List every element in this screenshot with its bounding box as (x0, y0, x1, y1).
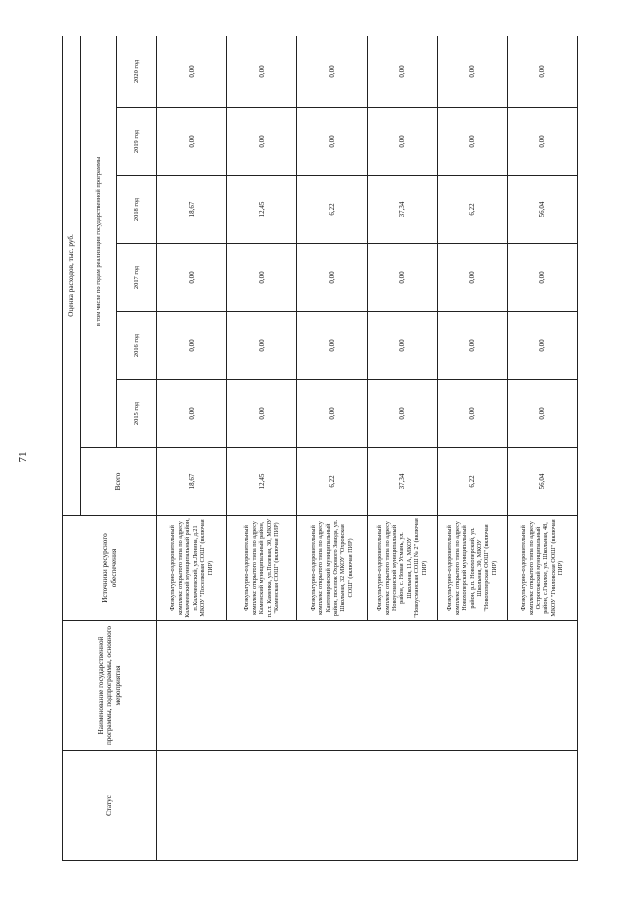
rotated-table-wrapper (62, 36, 578, 861)
value-2019-cell: 0,00 (507, 108, 577, 176)
value-2019-cell: 0,00 (437, 108, 507, 176)
budget-table-area (62, 36, 578, 861)
value-2018-cell: 37,34 (367, 176, 437, 244)
value-2016-cell: 0,00 (157, 312, 227, 380)
value-2018-cell: 56,04 (507, 176, 577, 244)
value-2016-cell: 0,00 (297, 312, 367, 380)
value-2017-cell: 0,00 (367, 244, 437, 312)
value-2017-cell: 0,00 (437, 244, 507, 312)
value-2016-cell: 0,00 (367, 312, 437, 380)
funding-source-cell: Физкультурно-оздоровительный комплекс открытого типа по адресу Новохоперский муниципальный район, р.п. Новохоперский, ул. Школьная, 30, МКОУ "Новохоперская ООШ" (включая ПИР) (437, 516, 507, 621)
value-2018-cell: 18,67 (157, 176, 227, 244)
value-2016-cell: 0,00 (437, 312, 507, 380)
header-year-2019: 2019 год (117, 108, 157, 176)
funding-source-cell: Физкультурно-оздоровительный комплекс открытого типа по адресу Каменский муниципальный район, п.г.т. Каменка, ул.Полевая, 30, МКОУ "Каменская СОШ" (включая ПИР) (227, 516, 297, 621)
value-2020-cell: 0,00 (507, 36, 577, 108)
total-cell: 6,22 (297, 448, 367, 516)
total-cell: 37,34 (367, 448, 437, 516)
value-2017-cell: 0,00 (157, 244, 227, 312)
value-2015-cell: 0,00 (157, 380, 227, 448)
value-2020-cell: 0,00 (227, 36, 297, 108)
budget-table (62, 36, 578, 861)
value-2020-cell: 0,00 (367, 36, 437, 108)
total-cell: 6,22 (437, 448, 507, 516)
total-cell: 56,04 (507, 448, 577, 516)
header-by-year: в том числе по годам реализации государственной программы (81, 36, 117, 448)
value-2015-cell: 0,00 (437, 380, 507, 448)
header-year-2016: 2016 год (117, 312, 157, 380)
value-2015-cell: 0,00 (367, 380, 437, 448)
header-status: Статус (63, 751, 157, 861)
value-2019-cell: 0,00 (367, 108, 437, 176)
value-2018-cell: 6,22 (297, 176, 367, 244)
table-row (157, 36, 227, 861)
value-2017-cell: 0,00 (227, 244, 297, 312)
value-2018-cell: 6,22 (437, 176, 507, 244)
funding-source-cell: Физкультурно-оздоровительный комплекс открытого типа по адресу Кантемировский муниципальный район, поселок Охрового Завода, ул. Школьная, 32 МКОУ "Охровская СОШ" (включая ПИР) (297, 516, 367, 621)
header-year-2020: 2020 год (117, 36, 157, 108)
funding-source-cell: Физкультурно-оздоровительный комплекс открытого типа по адресу Острогожский муниципальный район, с.Гнилое, ул. Школьная, 48, МКОУ "Гниловская ООШ" (включая ПИР) (507, 516, 577, 621)
status-cell (157, 751, 578, 861)
header-total: Всего (81, 448, 157, 516)
value-2020-cell: 0,00 (157, 36, 227, 108)
header-year-2017: 2017 год (117, 244, 157, 312)
value-2019-cell: 0,00 (297, 108, 367, 176)
header-estimate: Оценка расходов, тыс. руб. (63, 36, 81, 516)
total-cell: 18,67 (157, 448, 227, 516)
value-2020-cell: 0,00 (297, 36, 367, 108)
program-name-cell (157, 621, 578, 751)
value-2018-cell: 12,45 (227, 176, 297, 244)
value-2020-cell: 0,00 (437, 36, 507, 108)
value-2019-cell: 0,00 (227, 108, 297, 176)
page-number: 71 (17, 451, 29, 463)
header-year-2018: 2018 год (117, 176, 157, 244)
value-2017-cell: 0,00 (297, 244, 367, 312)
header-program-name: Наименование государственной программы, подпрограммы, основного мероприятия (63, 621, 157, 751)
header-year-2015: 2015 год (117, 380, 157, 448)
value-2017-cell: 0,00 (507, 244, 577, 312)
value-2019-cell: 0,00 (157, 108, 227, 176)
value-2016-cell: 0,00 (227, 312, 297, 380)
funding-source-cell: Физкультурно-оздоровительный комплекс открытого типа по адресу Новоусманский муниципальный район, с. Новая Усмань, ул. Школьная, 11А, МКОУ "Новоусманская СОШ № 2" (включая ПИР) (367, 516, 437, 621)
value-2016-cell: 0,00 (507, 312, 577, 380)
header-funding-source: Источники ресурсного обеспечения (63, 516, 157, 621)
value-2015-cell: 0,00 (507, 380, 577, 448)
value-2015-cell: 0,00 (227, 380, 297, 448)
funding-source-cell: Физкультурно-оздоровительный комплекс открытого типа по адресу Калачеевский муниципальный район, п.Калачеевский, ул.Ленина, д.21 МКОУ "Поселковая СОШ" (включая ПИР) (157, 516, 227, 621)
value-2015-cell: 0,00 (297, 380, 367, 448)
total-cell: 12,45 (227, 448, 297, 516)
